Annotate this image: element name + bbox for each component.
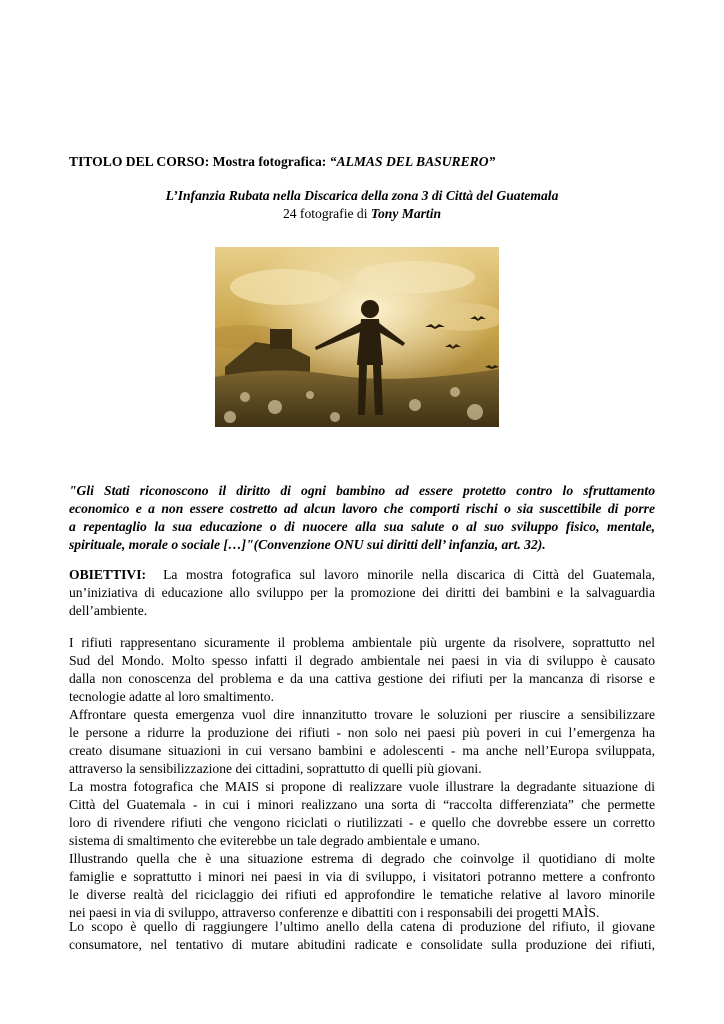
objectives-line: dell’ambiente.	[69, 603, 148, 618]
body-line: Lo scopo è quello di raggiungere l’ultimo anello della catena di produzione del rifiuto, il giovane	[69, 919, 655, 934]
objectives-line	[69, 566, 655, 584]
body-line: I rifiuti rappresentano sicuramente il problema ambientale più urgente da risolvere, soprattutto nel	[69, 635, 655, 650]
body-line: Affrontare questa emergenza vuol dire innanzitutto trovare le soluzioni per riuscire a sensibilizzare	[69, 707, 655, 722]
body-paragraph-2	[69, 918, 655, 954]
exhibition-title: “ALMAS DEL BASURERO”	[329, 154, 496, 169]
photographer-name: Tony Martin	[370, 206, 442, 221]
exhibition-photo	[215, 247, 499, 427]
body-line: La mostra fotografica che MAIS si propone di realizzare vuole illustrare la degradante situazione di	[69, 779, 655, 794]
photo-count: 24 fotografie di	[282, 206, 368, 221]
body-line: Illustrando quella che è una situazione estrema di degrado che coinvolge il quotidiano di molte	[69, 851, 655, 866]
quote-line: "Gli Stati riconoscono il diritto di ogni bambino ad essere protetto contro lo sfruttamento	[69, 483, 655, 498]
body-line: Sud del Mondo. Molto spesso infatti il degrado ambientale nei paesi in via di sviluppo è causato	[69, 653, 655, 668]
body-line: dalla non conoscenza del problema e da una cattiva gestione dei rifiuti per la mancanza di risorse e	[69, 671, 655, 686]
quote-line: spirituale, morale o sociale […]"(Convenzione ONU sui diritti dell’ infanzia, art. 32).	[69, 537, 546, 552]
body-line: nei paesi in via di sviluppo, attraverso conferenze e dibattiti con i responsabili dei progetti MAÌS.	[69, 905, 600, 920]
course-title-label: TITOLO DEL CORSO: Mostra fotografica:	[69, 154, 327, 169]
body-line: consumatore, nel tentativo di mutare abitudini radicate e consolidate sulla produzione dei rifiuti,	[69, 937, 655, 952]
body-line: famiglie e soprattutto i minori nei paesi in via di sviluppo, i visitatori potranno mettere a confronto	[69, 869, 655, 884]
exhibition-subtitle	[69, 187, 655, 223]
body-line: le persone a ridurre la produzione dei rifiuti - non solo nei paesi più poveri in cui l’emergenza ha	[69, 725, 655, 740]
objectives-text: La mostra fotografica sul lavoro minorile nella discarica di Città del Guatemala,	[146, 567, 655, 582]
body-line: tecnologie adatte al loro smaltimento.	[69, 689, 274, 704]
course-title	[69, 153, 655, 171]
body-line: attraverso la sensibilizzazione dei cittadini, soprattutto di quelli più giovani.	[69, 761, 482, 776]
photo-child-in-landfill	[215, 247, 499, 427]
objectives-line: un’iniziativa di educazione allo sviluppo per la promozione dei diritti dei bambini e la salvaguardia	[69, 585, 655, 600]
body-line: sistema di smaltimento che eviterebbe un tale degrado ambientale e umano.	[69, 833, 481, 848]
objectives-paragraph	[69, 566, 655, 620]
quote-line: a repentaglio la sua educazione o di nuocere alla sua salute o al suo sviluppo fisico, mentale,	[69, 519, 655, 534]
body-line: creato disumane situazioni in cui versano bambini e adolescenti - ma anche nell’Europa sviluppata,	[69, 743, 655, 758]
un-convention-quote	[69, 482, 655, 554]
quote-line: economico e a non essere costretto ad alcun lavoro che comporti rischi o sia suscettibile di porre	[69, 501, 655, 516]
body-line: le diverse realtà del riciclaggio dei rifiuti ed approfondire le tematiche relative al lavoro minorile	[69, 887, 655, 902]
objectives-label: OBIETTIVI:	[69, 567, 147, 582]
body-line: Città del Guatemala - in cui i minori realizzano una sorta di “raccolta differenziata” che permette	[69, 797, 655, 812]
body-paragraph-1	[69, 634, 655, 922]
subtitle-main: L’Infanzia Rubata nella Discarica della zona 3 di Città del Guatemala	[165, 188, 559, 203]
body-line: loro di rivendere rifiuti che vengono riciclati o riutilizzati - e quello che dovrebbe essere un corretto	[69, 815, 655, 830]
